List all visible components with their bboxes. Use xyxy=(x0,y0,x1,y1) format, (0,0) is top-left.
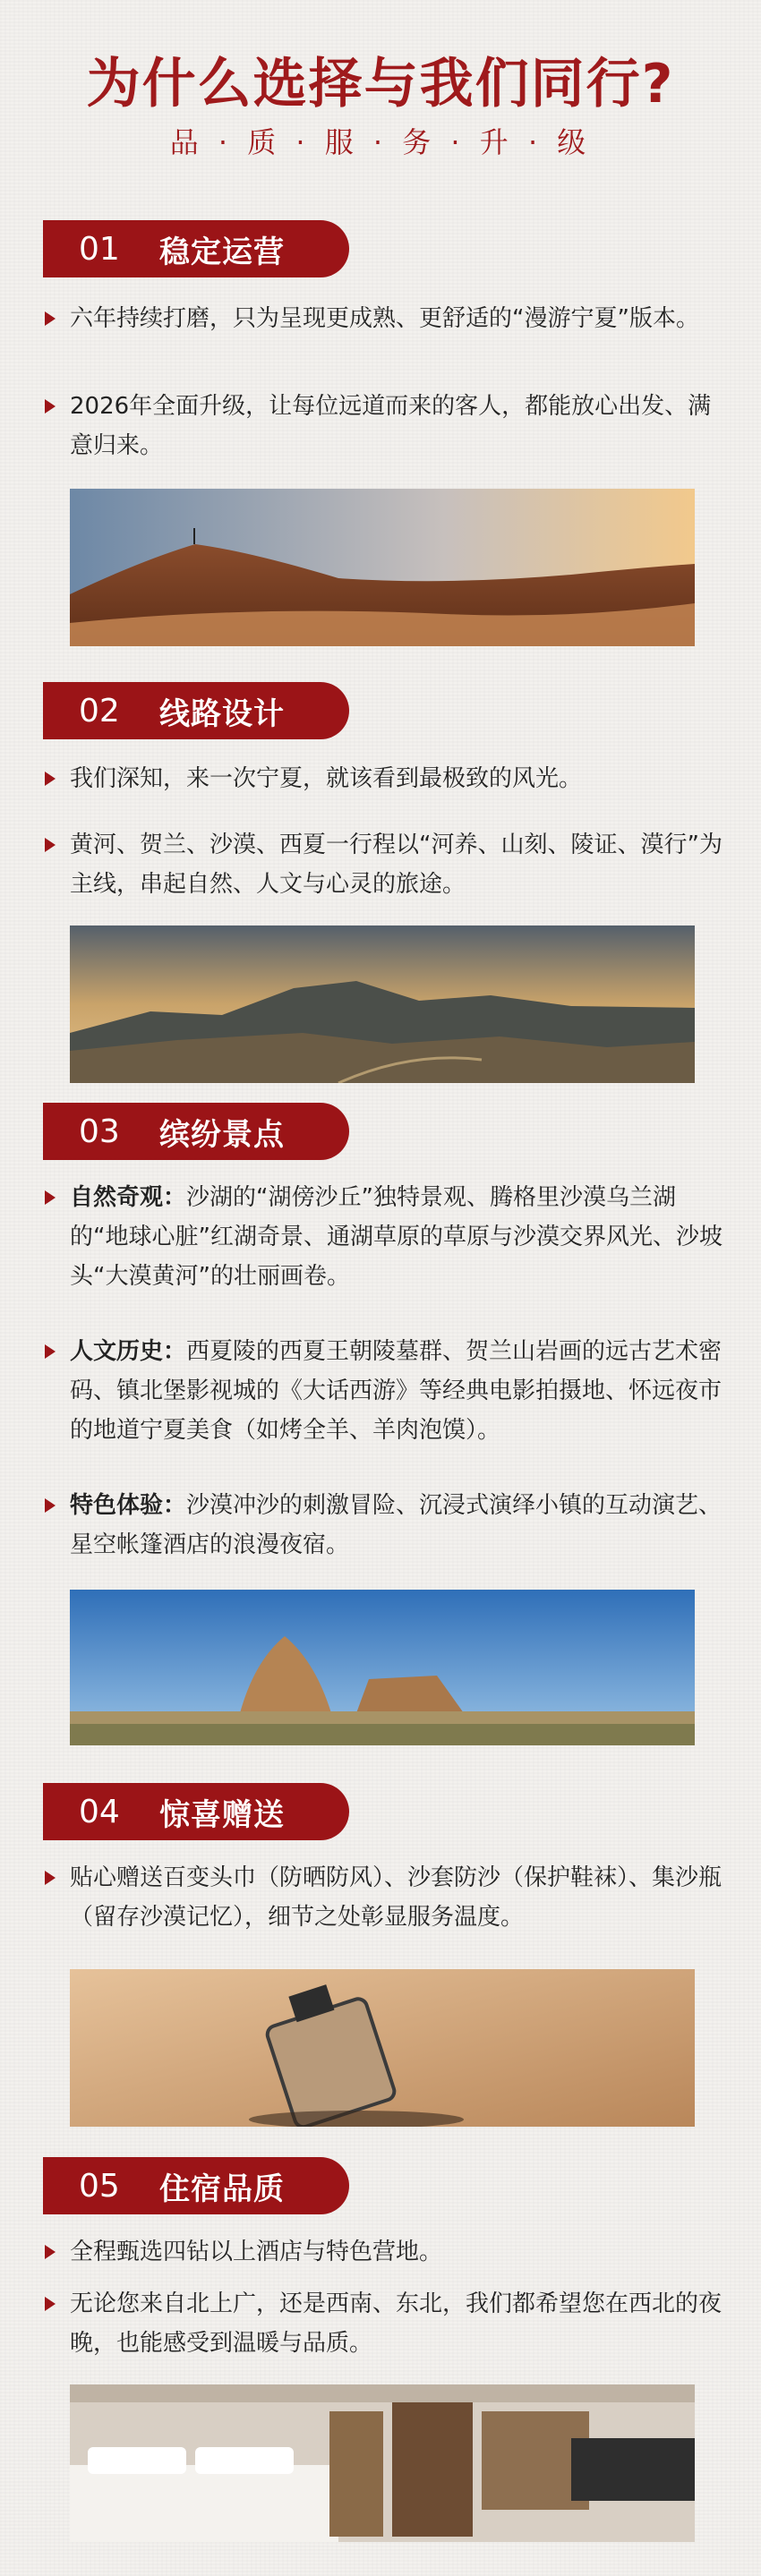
section-number: 05 xyxy=(79,2167,120,2205)
section-number: 04 xyxy=(79,1793,120,1830)
section-badge-05 xyxy=(43,2157,349,2214)
photo-desert-dunes xyxy=(70,489,695,646)
section-number: 02 xyxy=(79,692,120,729)
bullet-marker-icon xyxy=(45,311,56,326)
section-title: 惊喜赠送 xyxy=(159,1796,285,1833)
page-subtitle: 品 · 质 · 服 · 务 · 升 · 级 xyxy=(169,125,592,159)
section-badge-01 xyxy=(43,220,349,277)
bullet-marker-icon xyxy=(45,772,56,786)
section-badge-03 xyxy=(43,1103,349,1160)
page-title: 为什么选择与我们同行? xyxy=(86,53,675,115)
section-title: 稳定运营 xyxy=(159,234,285,270)
bullet-item: 全程甄选四钻以上酒店与特色营地。 xyxy=(45,2232,725,2272)
section-number: 01 xyxy=(79,230,120,268)
bullet-item: 无论您来自北上广，还是西南、东北，我们都希望您在西北的夜晚，也能感受到温暖与品质。 xyxy=(45,2284,725,2363)
section-number: 03 xyxy=(79,1113,120,1150)
bullet-item: 六年持续打磨，只为呈现更成熟、更舒适的“漫游宁夏”版本。 xyxy=(45,299,725,338)
bullet-item: 人文历史：西夏陵的西夏王朝陵墓群、贺兰山岩画的远古艺术密码、镇北堡影视城的《大话西游》等经典电影拍摄地、怀远夜市的地道宁夏美食（如烤全羊、羊肉泡馍）。 xyxy=(45,1332,725,1450)
bullet-item: 2026年全面升级，让每位远道而来的客人，都能放心出发、满意归来。 xyxy=(45,387,725,465)
bullet-item: 特色体验：沙漠冲沙的刺激冒险、沉浸式演绎小镇的互动演艺、星空帐篷酒店的浪漫夜宿。 xyxy=(45,1486,725,1565)
bullet-item: 自然奇观：沙湖的“湖傍沙丘”独特景观、腾格里沙漠乌兰湖的“地球心脏”红湖奇景、通湖草原的草原与沙漠交界风光、沙坡头“大漠黄河”的壮丽画卷。 xyxy=(45,1178,725,1296)
bullet-marker-icon xyxy=(45,399,56,414)
photo-mountain-panorama xyxy=(70,925,695,1083)
photo-hotel-room xyxy=(70,2384,695,2542)
bullet-marker-icon xyxy=(45,838,56,852)
bullet-item: 贴心赠送百变头巾（防晒防风）、沙套防沙（保护鞋袜）、集沙瓶（留存沙漠记忆），细节之处彰显服务温度。 xyxy=(45,1858,725,1937)
bullet-marker-icon xyxy=(45,1344,56,1359)
bullet-item: 我们深知，来一次宁夏，就该看到最极致的风光。 xyxy=(45,759,725,798)
section-badge-02 xyxy=(43,682,349,739)
section-title: 住宿品质 xyxy=(159,2171,285,2207)
bullet-marker-icon xyxy=(45,1871,56,1885)
bullet-item: 黄河、贺兰、沙漠、西夏一行程以“河养、山刻、陵证、漠行”为主线，串起自然、人文与心灵的旅途。 xyxy=(45,825,725,904)
photo-sand-bottle xyxy=(70,1969,695,2127)
bullet-marker-icon xyxy=(45,1190,56,1205)
photo-xixia-tombs xyxy=(70,1590,695,1745)
bullet-marker-icon xyxy=(45,2297,56,2311)
bullet-marker-icon xyxy=(45,2245,56,2259)
section-title: 线路设计 xyxy=(159,695,285,732)
section-title: 缤纷景点 xyxy=(159,1116,285,1153)
section-badge-04 xyxy=(43,1783,349,1840)
bullet-marker-icon xyxy=(45,1498,56,1513)
